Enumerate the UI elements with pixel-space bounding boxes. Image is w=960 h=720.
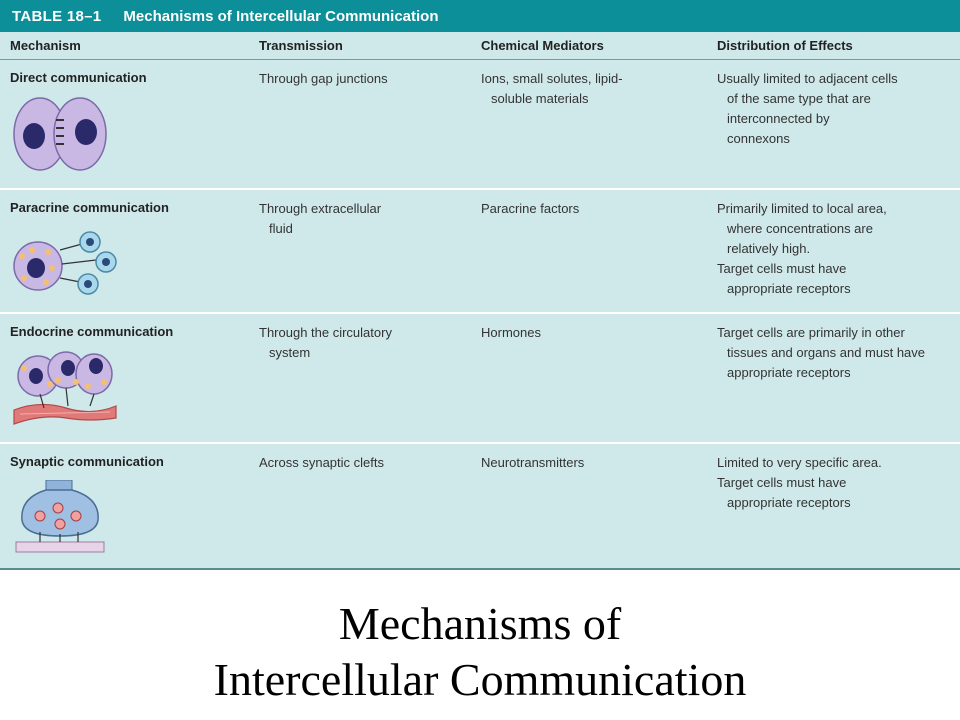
mediators-cell (481, 199, 579, 219)
cell-line: system (269, 345, 311, 360)
mechanism-label: Endocrine communication (10, 324, 174, 339)
slide-title-line-2: Intercellular Communication (213, 654, 747, 705)
mechanism-label: Paracrine communication (10, 200, 169, 215)
cell-line: relatively high. (727, 241, 811, 256)
cell-line: Target cells are primarily in other (717, 325, 905, 340)
cell-line: Through the circulatory (259, 325, 392, 340)
cell-line: Through extracellular (259, 201, 382, 216)
effects-cell (717, 199, 887, 299)
table-bottom-rule (0, 568, 960, 570)
effects-cell (717, 69, 898, 149)
cell-line: Usually limited to adjacent cells (717, 71, 898, 86)
mediators-cell (481, 453, 584, 473)
cell-line: where concentrations are (727, 221, 873, 236)
cell-line: Hormones (481, 325, 541, 340)
cell-line: Limited to very specific area. (717, 455, 882, 470)
table-header-bar (0, 0, 960, 32)
cell-line: Neurotransmitters (481, 455, 585, 470)
transmission-cell (259, 323, 392, 363)
table-row-synaptic (0, 444, 960, 568)
slide-title (0, 596, 960, 708)
mechanism-label: Direct communication (10, 70, 147, 85)
cell-line: of the same type that are (727, 91, 871, 106)
cell-line: Primarily limited to local area, (717, 201, 887, 216)
cell-line: appropriate receptors (727, 495, 851, 510)
transmission-cell (259, 453, 384, 473)
cell-line: Paracrine factors (481, 201, 580, 216)
column-header-distribution-of-effects: Distribution of Effects (717, 38, 853, 53)
table-row-paracrine (0, 190, 960, 312)
column-header-mechanism: Mechanism (10, 38, 81, 53)
column-header-transmission: Transmission (259, 38, 343, 53)
cell-line: appropriate receptors (727, 281, 851, 296)
cell-line: Target cells must have (717, 475, 847, 490)
cell-line: Through gap junctions (259, 71, 388, 86)
column-header-row (0, 32, 960, 60)
mediators-cell (481, 69, 623, 109)
cell-line: connexons (727, 131, 790, 146)
cell-line: fluid (269, 221, 293, 236)
cell-line: appropriate receptors (727, 365, 851, 380)
gap-junction-cells-icon (10, 94, 110, 174)
endocrine-blood-vessel-icon (10, 348, 120, 432)
mediators-cell (481, 323, 541, 343)
mechanism-label: Synaptic communication (10, 454, 164, 469)
cell-line: interconnected by (727, 111, 830, 126)
table-number: TABLE 18–1 (12, 7, 102, 25)
effects-cell (717, 323, 925, 383)
column-header-chemical-mediators: Chemical Mediators (481, 38, 604, 53)
cell-line: Target cells must have (717, 261, 847, 276)
paracrine-cells-icon (10, 228, 120, 298)
table-title: Mechanisms of Intercellular Communication (123, 7, 439, 25)
cell-line: Across synaptic clefts (259, 455, 384, 470)
slide-title-line-1: Mechanisms of (338, 598, 622, 649)
table-row-direct (0, 60, 960, 188)
synapse-icon (10, 480, 110, 556)
table-row-endocrine (0, 314, 960, 442)
transmission-cell (259, 199, 381, 239)
cell-line: tissues and organs and must have (727, 345, 926, 360)
transmission-cell (259, 69, 388, 89)
effects-cell (717, 453, 882, 513)
cell-line: soluble materials (491, 91, 589, 106)
cell-line: Ions, small solutes, lipid- (481, 71, 623, 86)
